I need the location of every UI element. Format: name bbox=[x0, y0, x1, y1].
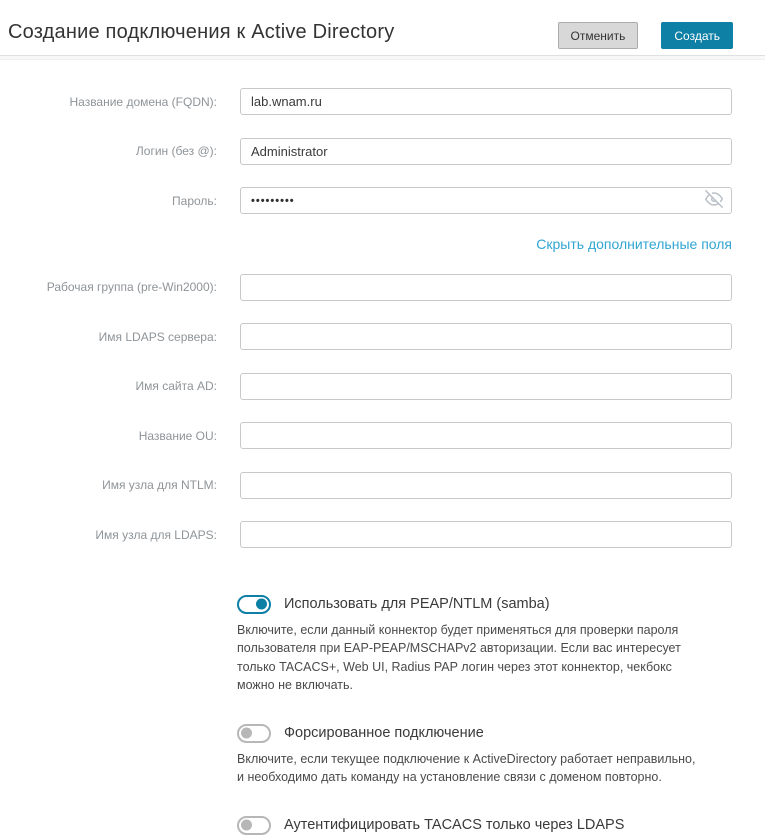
form-row-ldaps-host bbox=[0, 521, 765, 548]
header-buttons bbox=[558, 22, 733, 49]
tacacs-ldaps-toggle-label: Аутентифицировать TACACS только через LDAPS bbox=[284, 817, 625, 833]
forced-connection-toggle[interactable] bbox=[237, 724, 765, 743]
form-row-ntlm-host bbox=[0, 472, 765, 499]
ldaps-host-input[interactable] bbox=[240, 521, 732, 548]
forced-connection-toggle-label: Форсированное подключение bbox=[284, 725, 484, 741]
form-row-login bbox=[0, 138, 765, 165]
ntlm-host-input[interactable] bbox=[240, 472, 732, 499]
page-title: Создание подключения к Active Directory bbox=[8, 21, 395, 43]
password-input[interactable] bbox=[240, 187, 732, 214]
ldaps-server-wrap bbox=[240, 323, 732, 350]
form-row-ou bbox=[0, 422, 765, 449]
cancel-button[interactable]: Отменить bbox=[558, 22, 639, 49]
domain-fqdn-wrap bbox=[240, 88, 732, 115]
login-wrap bbox=[240, 138, 732, 165]
password-wrap bbox=[240, 187, 732, 214]
ldaps-host-label: Имя узла для LDAPS: bbox=[95, 527, 217, 542]
forced-connection-toggle-description: Включите, если текущее подключение к ActiveDirectory работает неправильно, и необходимо дать команду на установление связи с доменом повторно. bbox=[237, 751, 696, 784]
ad-connection-form bbox=[0, 60, 765, 835]
password-label: Пароль: bbox=[172, 193, 217, 208]
peap-ntlm-toggle[interactable] bbox=[237, 595, 765, 614]
ldaps-host-wrap bbox=[240, 521, 732, 548]
peap-ntlm-toggle-description: Включите, если данный коннектор будет применяться для проверки пароля пользователя при EAP-PEAP/MSCHAPv2 авторизации. Если вас интересует только TACACS+, Web UI, Radius PAP логин через этот коннектор, чекбокс можно не включать. bbox=[237, 622, 681, 692]
ad-site-input[interactable] bbox=[240, 373, 732, 400]
ntlm-host-label: Имя узла для NTLM: bbox=[102, 478, 217, 492]
tacacs-ldaps-toggle[interactable] bbox=[237, 816, 765, 835]
ldaps-server-input[interactable] bbox=[240, 323, 732, 350]
ou-wrap bbox=[240, 422, 732, 449]
toggle-knob bbox=[241, 820, 252, 831]
workgroup-input[interactable] bbox=[240, 274, 732, 301]
domain-fqdn-input[interactable] bbox=[240, 88, 732, 115]
toggle-block-peap-ntlm bbox=[237, 595, 765, 695]
form-row-workgroup bbox=[0, 274, 765, 301]
toggle-off-icon[interactable] bbox=[237, 724, 271, 743]
hide-additional-fields-link[interactable]: Скрыть дополнительные поля bbox=[536, 235, 732, 252]
form-row-ldaps-server bbox=[0, 323, 765, 350]
toggle-off-icon[interactable] bbox=[237, 816, 271, 835]
peap-ntlm-toggle-label: Использовать для PEAP/NTLM (samba) bbox=[284, 596, 550, 612]
toggle-section bbox=[0, 571, 765, 835]
toggle-block-tacacs-ldaps bbox=[237, 816, 765, 835]
workgroup-label: Рабочая группа (pre-Win2000): bbox=[46, 280, 217, 294]
form-row-ad-site bbox=[0, 373, 765, 400]
toggle-block-forced-connection bbox=[237, 724, 765, 787]
toggle-on-icon[interactable] bbox=[237, 595, 271, 614]
ntlm-host-wrap bbox=[240, 472, 732, 499]
ou-label: Название OU: bbox=[138, 428, 217, 443]
login-label: Логин (без @): bbox=[135, 144, 217, 158]
workgroup-wrap bbox=[240, 274, 732, 301]
page-header bbox=[0, 0, 765, 56]
ou-input[interactable] bbox=[240, 422, 732, 449]
additional-fields-link-row bbox=[0, 236, 732, 254]
login-input[interactable] bbox=[240, 138, 732, 165]
toggle-knob bbox=[256, 599, 267, 610]
toggle-knob bbox=[241, 728, 252, 739]
ldaps-server-label: Имя LDAPS сервера: bbox=[98, 329, 217, 344]
create-button[interactable]: Создать bbox=[661, 22, 733, 49]
eye-off-icon bbox=[705, 190, 723, 211]
ad-site-label: Имя сайта AD: bbox=[135, 379, 217, 393]
domain-fqdn-label: Название домена (FQDN): bbox=[69, 94, 217, 109]
ad-site-wrap bbox=[240, 373, 732, 400]
form-row-password bbox=[0, 187, 765, 214]
form-row-domain bbox=[0, 88, 765, 115]
toggle-password-visibility-button[interactable] bbox=[704, 191, 724, 211]
